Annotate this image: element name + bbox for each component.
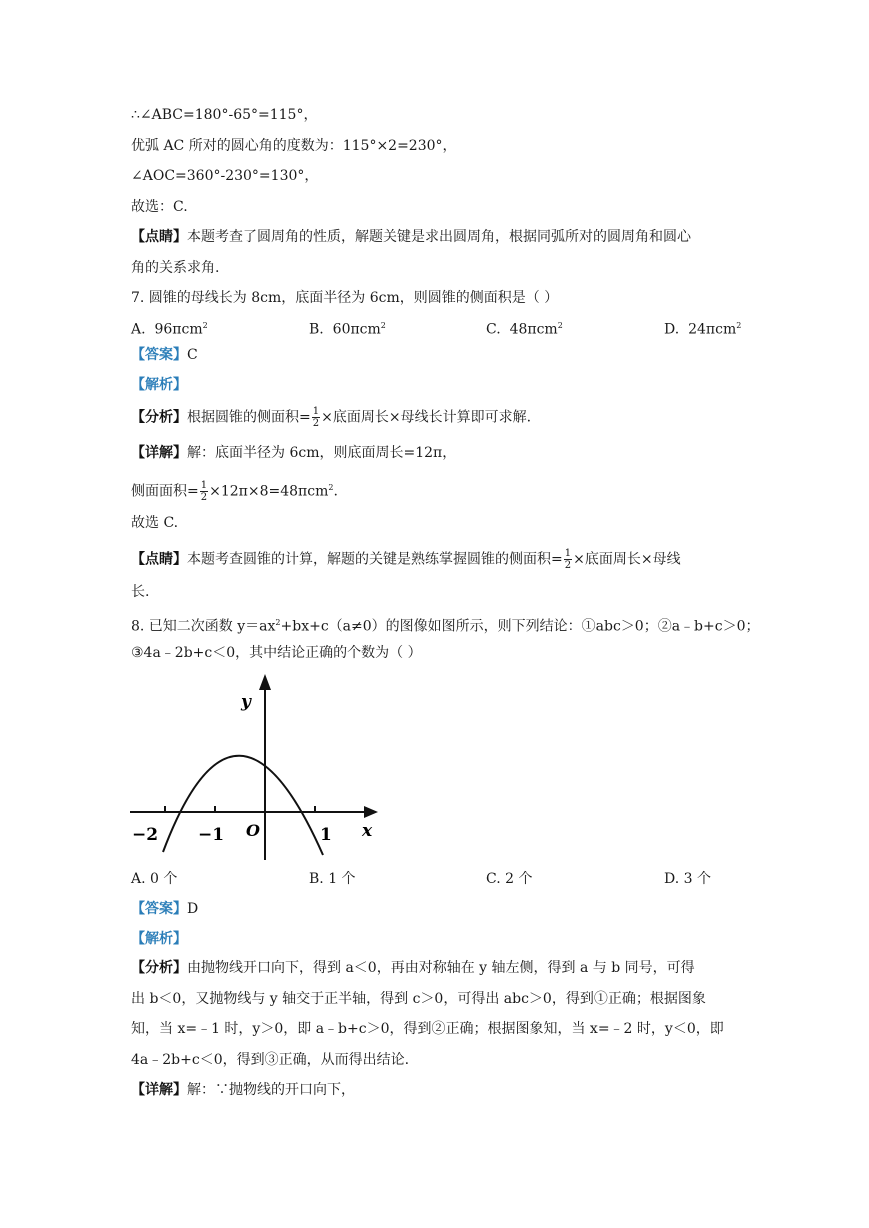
q7-option-c: C. 48πcm$^2$ xyxy=(486,321,563,338)
jiexi-8: 【解析】 xyxy=(131,931,187,947)
parabola-curve xyxy=(163,756,323,855)
question-7: 7. 圆锥的母线长为 8cm，底面半径为 6cm，则圆锥的侧面积是（ ） xyxy=(131,290,559,306)
line-4: 故选：C. xyxy=(131,199,188,215)
parabola-graph xyxy=(128,670,388,865)
q7-option-d: D. 24πcm$^2$ xyxy=(664,321,742,338)
question-8: 8. 已知二次函数 $y=ax^2+bx+c(a\ne 0)$的图像如图所示，则下列结论：①abc＞0；②a﹣b+c＞0； xyxy=(131,618,760,635)
fenxi-8-line-2: 出 b＜0，又抛物线与 y 轴交于正半轴，得到 c＞0，可得出 abc＞0，得到①正确；根据图象 xyxy=(131,991,706,1007)
tick-label-minus-1: −1 xyxy=(198,825,225,845)
question-8-cont: ③4a﹣2b+c＜0，其中结论正确的个数为（ ） xyxy=(131,645,422,661)
line-2: 优弧 AC 所对的圆心角的度数为：115°×2=230°， xyxy=(131,138,457,154)
xiangjie-7: 【详解】解：底面半径为 6cm，则底面周长=12π， xyxy=(131,445,457,461)
x-label: x xyxy=(362,821,373,841)
calc-7: 侧面面积= $\frac{1}{2}$ ×12π×8=48πcm$^2$. xyxy=(131,480,338,504)
line-1: ∴∠ABC=180°-65°=115°， xyxy=(131,107,318,123)
jiexi-7: 【解析】 xyxy=(131,377,187,393)
origin-label: O xyxy=(246,821,260,840)
fenxi-8-line-4: 4a﹣2b+c＜0，得到③正确，从而得出结论. xyxy=(131,1052,410,1068)
dianjing-7-cont: 长. xyxy=(131,584,150,600)
y-label: y xyxy=(241,692,251,712)
q8-option-a: A. 0 个 xyxy=(131,871,178,887)
tick-label-minus-2: −2 xyxy=(132,825,159,845)
tick-label-1: 1 xyxy=(320,825,332,845)
y-axis-arrow xyxy=(259,674,271,690)
fenxi-8-line-3: 知，当 x=﹣1 时，y＞0，即 a﹣b+c＞0，得到②正确；根据图象知，当 x=﹣2 时，y＜0，即 xyxy=(131,1021,724,1037)
x-axis-arrow xyxy=(364,806,378,818)
q8-option-d: D. 3 个 xyxy=(664,871,711,887)
dianjing-7: 【点睛】本题考查圆锥的计算，解题的关键是熟练掌握圆锥的侧面积= $\frac{1}{2}$ ×底面周长×母线 xyxy=(131,548,681,571)
q8-option-b: B. 1 个 xyxy=(309,871,356,887)
dianjing-6: 【点睛】本题考查了圆周角的性质，解题关键是求出圆周角，根据同弧所对的圆周角和圆心 xyxy=(131,229,691,245)
q7-option-a: A. 96πcm$^2$ xyxy=(131,321,208,338)
line-6: 角的关系求角. xyxy=(131,260,220,276)
answer-7: 【答案】C xyxy=(131,347,198,363)
fraction-half: $\frac{1}{2}$ xyxy=(200,480,208,504)
q7-option-b: B. 60πcm$^2$ xyxy=(309,321,386,338)
fraction-half: $\frac{1}{2}$ xyxy=(312,406,320,429)
fraction-half: $\frac{1}{2}$ xyxy=(564,548,572,571)
line-3: ∠AOC=360°-230°=130°， xyxy=(131,168,319,184)
q8-option-c: C. 2 个 xyxy=(486,871,533,887)
xiangjie-8: 【详解】解：∵抛物线的开口向下， xyxy=(131,1082,355,1098)
guxuan-7: 故选 C. xyxy=(131,515,179,531)
fenxi-7: 【分析】根据圆锥的侧面积= $\frac{1}{2}$ ×底面周长×母线长计算即可求解. xyxy=(131,406,532,429)
fenxi-8: 【分析】由抛物线开口向下，得到 a＜0，再由对称轴在 y 轴左侧，得到 a 与 b 同号，可得 xyxy=(131,960,695,976)
answer-8: 【答案】D xyxy=(131,901,199,917)
